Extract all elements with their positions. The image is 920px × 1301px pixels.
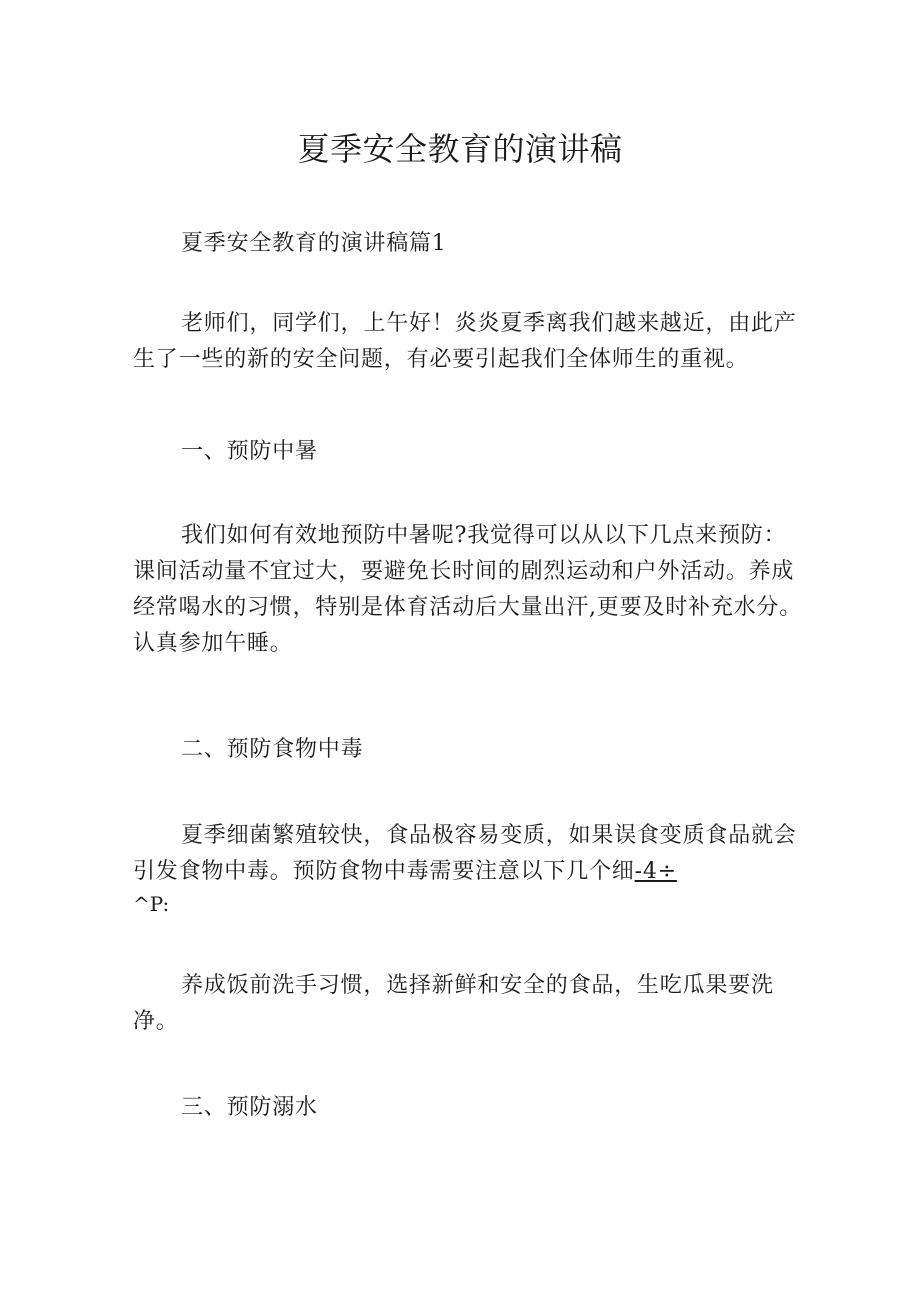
- heatstroke-paragraph: 我们如何有效地预防中暑呢?我觉得可以从以下几点来预防：课间活动量不宜过大，要避免长时间的剧烈运动和户外活动。养成经常喝水的习惯，特别是体育活动后大量出汗,更要及时补充水分。认真参加午睡。: [133, 523, 802, 656]
- food-poisoning-text: 夏季细菌繁殖较快，食品极容易变质，如果误食变质食品就会引发食物中毒。预防食物中毒需要注意以下几个细: [133, 823, 797, 884]
- section-heading-heatstroke: 一、预防中暑: [181, 439, 318, 464]
- food-poisoning-paragraph: [133, 818, 803, 890]
- garbled-line: ^P:: [133, 892, 170, 916]
- intro-paragraph: 老师们，同学们，上午好！炎炎夏季离我们越来越近，由此产生了一些的新的安全问题，有必要引起我们全体师生的重视。: [133, 311, 797, 372]
- section-heading-drowning: 三、预防溺水: [181, 1095, 318, 1120]
- garbled-fragment: -4÷: [634, 859, 677, 884]
- section-heading-food-poisoning: 二、预防食物中毒: [181, 737, 364, 762]
- document-title: 夏季安全教育的演讲稿: [297, 130, 623, 168]
- speech-subtitle: 夏季安全教育的演讲稿篇1: [181, 231, 447, 256]
- hygiene-paragraph: 养成饭前洗手习惯，选择新鲜和安全的食品，生吃瓜果要洗净。: [133, 973, 774, 1034]
